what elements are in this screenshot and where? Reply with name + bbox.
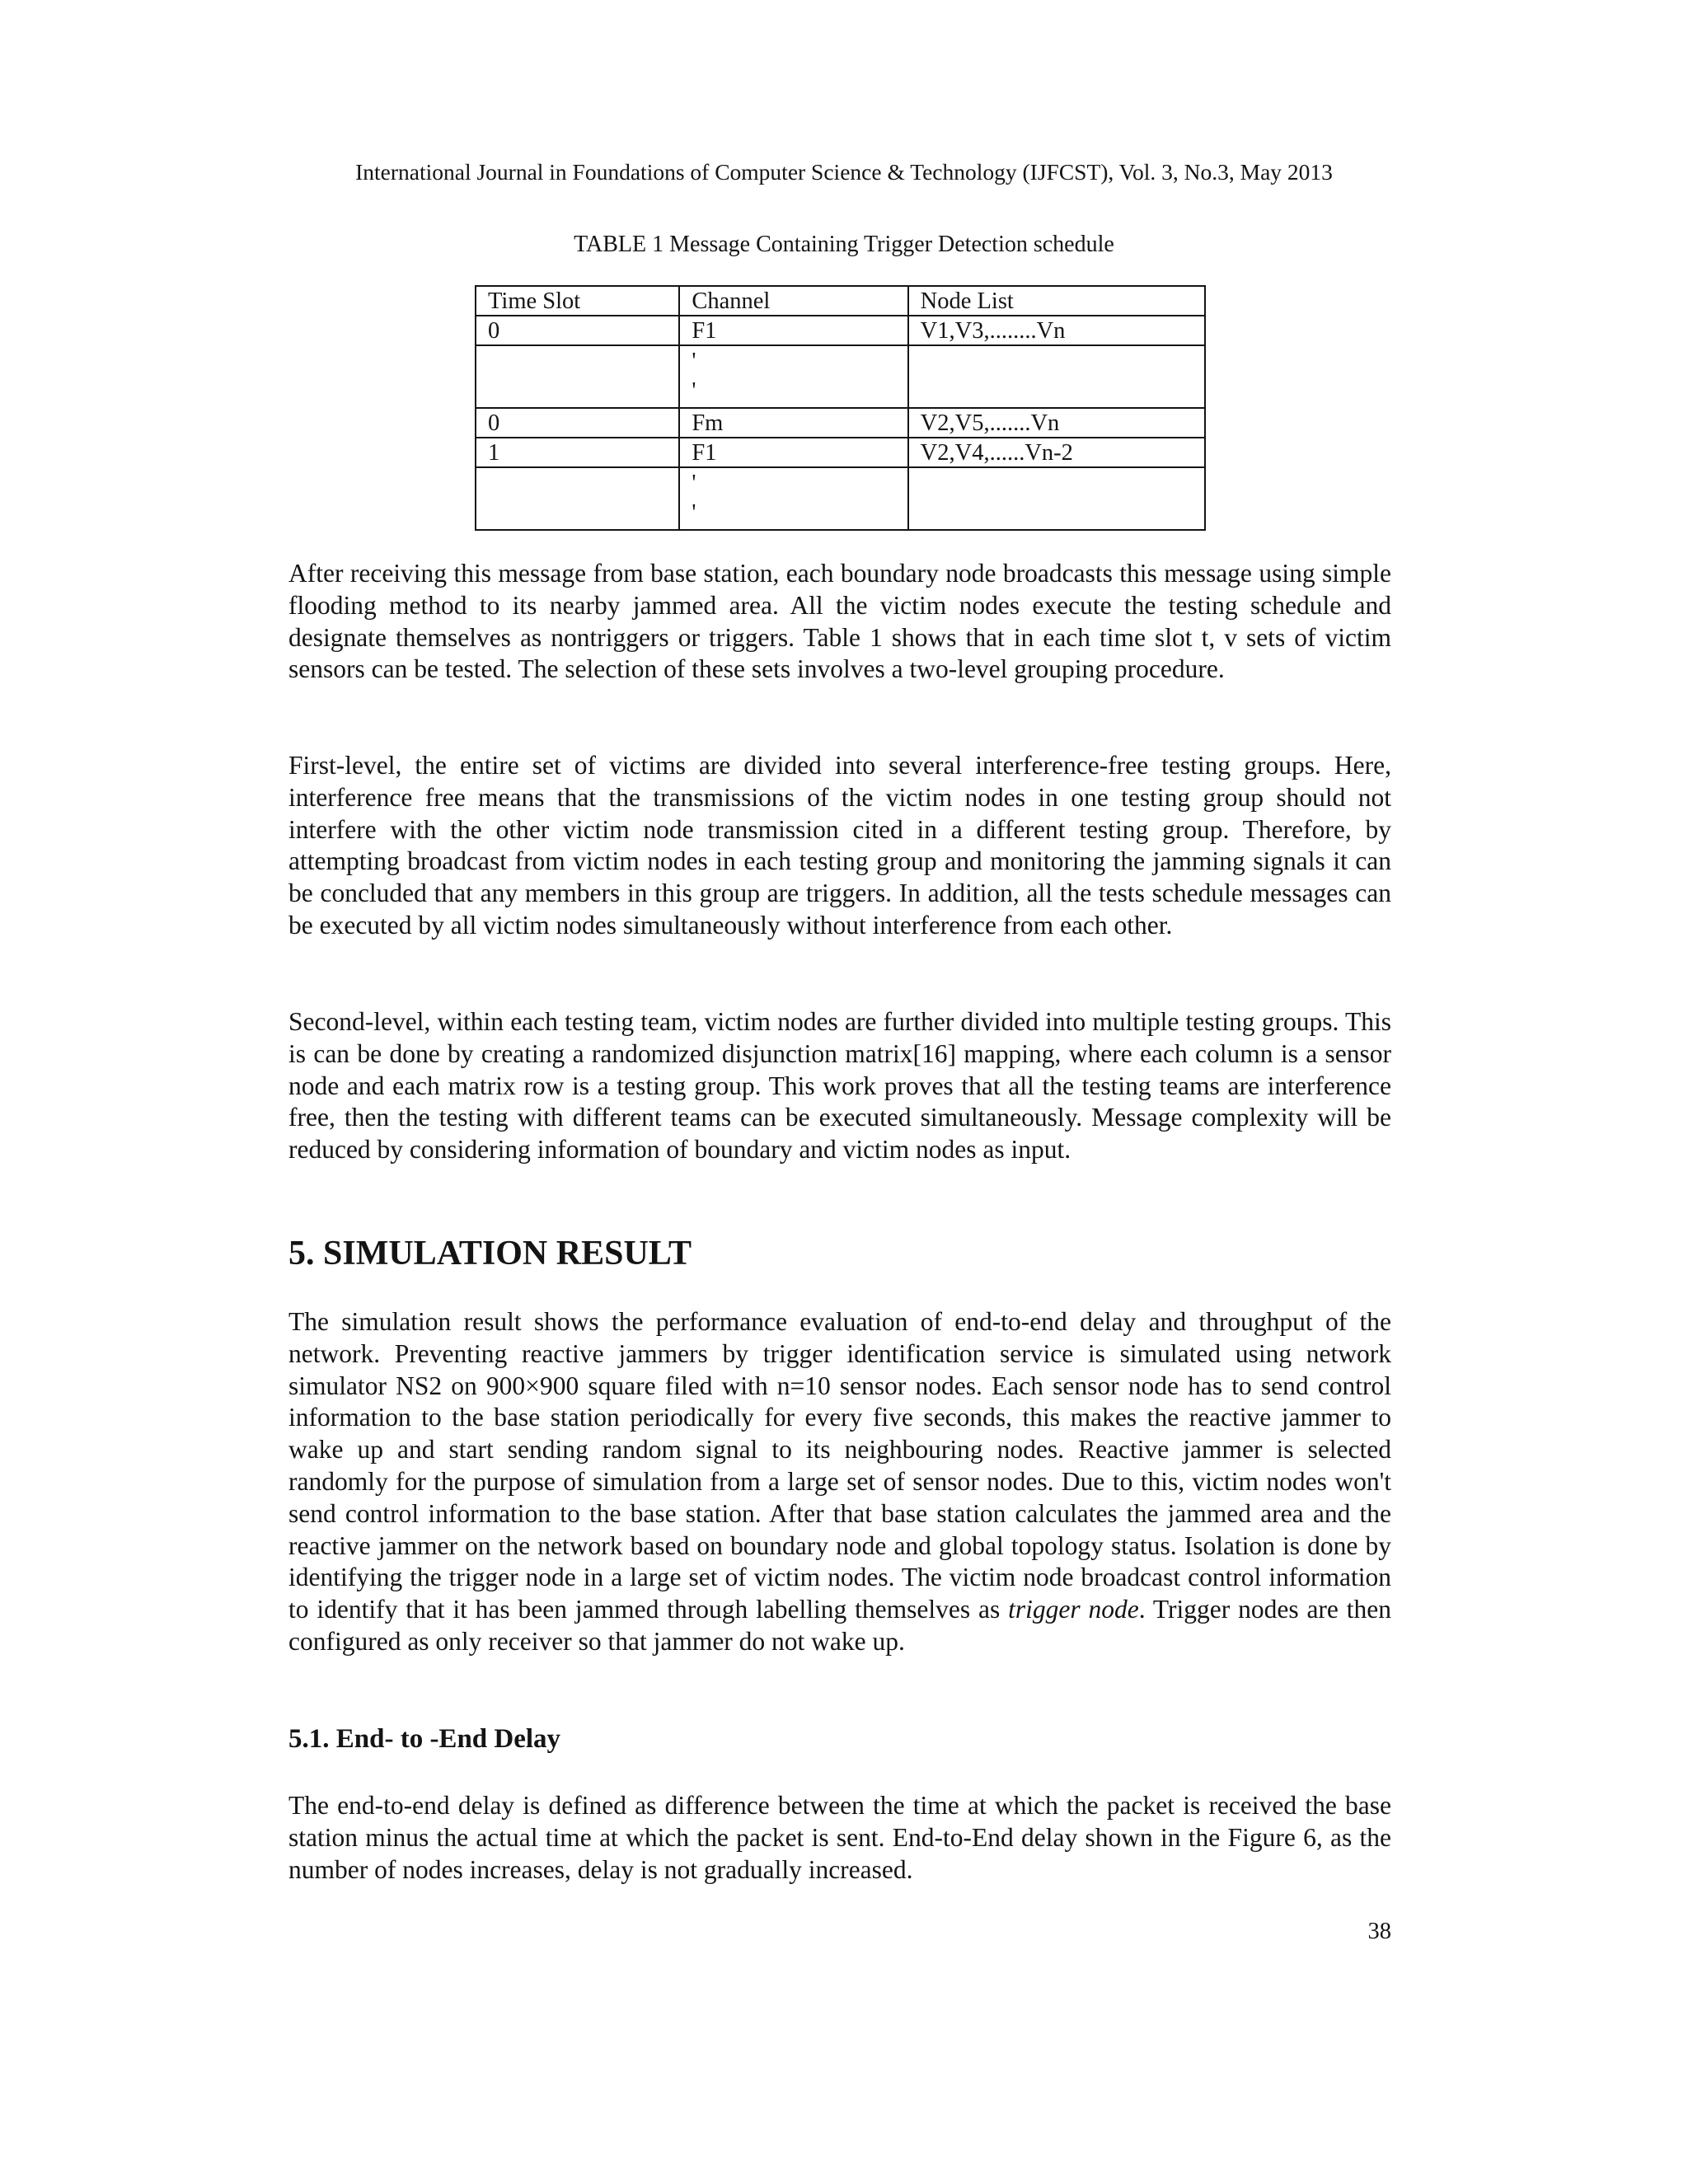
paragraph-end-to-end-delay: The end-to-end delay is defined as difference between the time at which the packet is received the base station minus the actual time at which the packet is sent. End-to-End delay shown in the Figure 6, as the number of nodes increases, delay is not gradually increased. (288, 1791, 1391, 1884)
table-cell (908, 467, 1205, 530)
table-cell (476, 467, 679, 530)
table-cell: V2,V5,.......Vn (908, 408, 1205, 438)
table-cell: V2,V4,......Vn-2 (908, 438, 1205, 467)
running-header: International Journal in Foundations of Computer Science & Technology (IJFCST), Vol. 3, No.3, May 2013 (355, 159, 1333, 185)
table-cell: F1 (679, 316, 907, 345)
paragraph-simulation-result (288, 1306, 1391, 1658)
paragraph-second-level: Second-level, within each testing team, victim nodes are further divided into multiple testing groups. This is can be done by creating a randomized disjunction matrix[16] mapping, where each column is a sensor node and each matrix row is a testing group. This work proves that all the testing teams are interference free, then the testing with different teams can be executed simultaneously. Message complexity will be reduced by considering information of boundary and victim nodes as input. (288, 1007, 1391, 1165)
table-row (476, 408, 1205, 438)
table-cell: F1 (679, 438, 907, 467)
column-header-node-list: Node List (908, 286, 1205, 316)
table-cell: Fm (679, 408, 907, 438)
emphasized-term: trigger node (1008, 1595, 1139, 1624)
subsection-heading-end-to-end-delay: 5.1. End- to -End Delay (288, 1724, 561, 1754)
table-row (476, 438, 1205, 467)
table-cell: 0 (476, 316, 679, 345)
table-header-row (476, 286, 1205, 316)
table-cell: 1 (476, 438, 679, 467)
table-cell (476, 345, 679, 408)
column-header-channel: Channel (679, 286, 907, 316)
table-row (476, 316, 1205, 345)
table-cell: V1,V3,........Vn (908, 316, 1205, 345)
paragraph-text: The simulation result shows the performance evaluation of end-to-end delay and throughput of the network. Preventing reactive jammers by trigger identification service is simulated using network simulator NS2 on 900×900 square filed with n=10 sensor nodes. Each sensor node has to send control information to the base station periodically for every five seconds, this makes the reactive jammer to wake up and start sending random signal to its neighbouring nodes. Reactive jammer is selected randomly for the purpose of simulation from a large set of sensor nodes. Due to this, victim nodes won't send control information to the base station. After that base station calculates the jammed area and the reactive jammer on the network based on boundary node and global topology status. Isolation is done by identifying the trigger node in a large set of victim nodes. The victim node broadcast control information to identify that it has been jammed through labelling themselves as (288, 1307, 1391, 1624)
section-heading-simulation-result: 5. SIMULATION RESULT (288, 1235, 692, 1272)
column-header-time-slot: Time Slot (476, 286, 679, 316)
paragraph-first-level: First-level, the entire set of victims are divided into several interference-free testing groups. Here, interference free means that the transmissions of the victim nodes in one testing group should not interfere with the other victim node transmission cited in a different testing group. Therefore, by attempting broadcast from victim nodes in each testing group and monitoring the jamming signals it can be concluded that any members in this group are triggers. In addition, all the tests schedule messages can be executed by all victim nodes simultaneously without interference from each other. (288, 751, 1391, 940)
table-cell (908, 345, 1205, 408)
table-row (476, 345, 1205, 408)
table-cell-ellipsis: ' ' (679, 345, 907, 408)
page-number: 38 (1367, 1919, 1391, 1944)
table-caption: TABLE 1 Message Containing Trigger Detection schedule (574, 232, 1114, 257)
trigger-detection-table (475, 285, 1206, 531)
paragraph-text: . Trigger nodes are then configured as only receiver so that jammer do not wake up. (288, 1595, 1391, 1656)
table-row (476, 467, 1205, 530)
paragraph-boundary-broadcast: After receiving this message from base station, each boundary node broadcasts this message using simple flooding method to its nearby jammed area. All the victim nodes execute the testing schedule and designate themselves as nontriggers or triggers. Table 1 shows that in each time slot t, v sets of victim sensors can be tested. The selection of these sets involves a two-level grouping procedure. (288, 559, 1391, 684)
table-cell: 0 (476, 408, 679, 438)
table-cell-ellipsis: ' ' (679, 467, 907, 530)
